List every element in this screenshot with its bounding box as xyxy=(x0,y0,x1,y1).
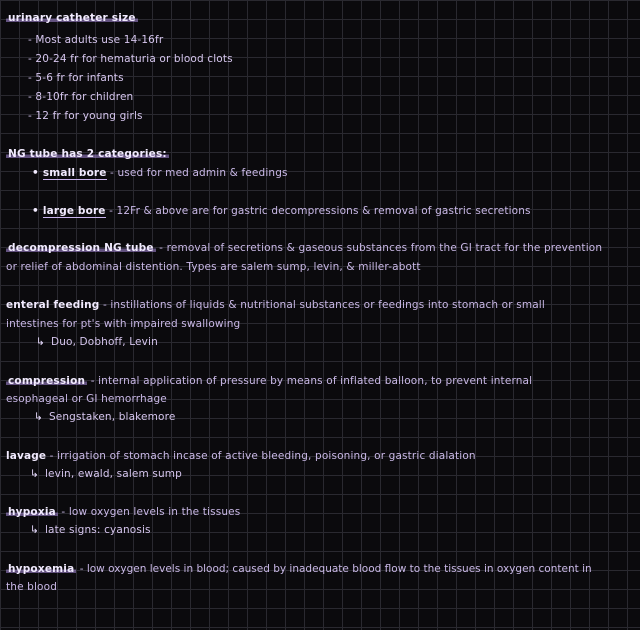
ng-heading-line xyxy=(6,147,169,161)
catheter-item: - 12 fr for young girls xyxy=(28,110,143,122)
large-bore-term: large bore xyxy=(42,205,106,217)
enteral-desc-cont: intestines for pt's with impaired swallowing xyxy=(6,318,241,330)
compression-desc: - internal application of pressure by means of inflated balloon, to prevent internal xyxy=(90,375,533,387)
hypoxemia-desc: - low oxygen levels in blood; caused by inadequate blood flow to the tissues in oxygen content in xyxy=(79,563,592,575)
enteral-line xyxy=(6,298,545,312)
arrow-icon: ↳ xyxy=(36,336,45,348)
hypoxia-signs: late signs: cyanosis xyxy=(44,524,151,536)
catheter-item: - 20-24 fr for hematuria or blood clots xyxy=(28,53,233,65)
decompression-term: decompression NG tube xyxy=(8,242,154,254)
decompression-desc-cont: or relief of abdominal distention. Types are salem sump, levin, & miller-abott xyxy=(6,261,421,273)
ng-small-bore-line xyxy=(32,166,288,180)
compression-tubes: Sengstaken, blakemore xyxy=(48,411,176,423)
catheter-item: - 5-6 fr for infants xyxy=(28,72,124,84)
catheter-heading: urinary catheter size xyxy=(8,12,136,24)
enteral-desc: - instillations of liquids & nutritional substances or feedings into stomach or small xyxy=(102,299,545,311)
compression-term: compression xyxy=(8,375,86,387)
enteral-term: enteral feeding xyxy=(6,299,100,311)
ng-large-bore-line xyxy=(32,204,531,218)
hypoxia-desc: - low oxygen levels in the tissues xyxy=(61,506,241,518)
arrow-icon: ↳ xyxy=(30,468,39,480)
compression-desc-cont: esophageal or GI hemorrhage xyxy=(6,393,167,405)
hypoxemia-term: hypoxemia xyxy=(8,563,75,575)
enteral-tubes: Duo, Dobhoff, Levin xyxy=(50,336,158,348)
lavage-tubes: levin, ewald, salem sump xyxy=(44,468,182,480)
catheter-item: - 8-10fr for children xyxy=(28,91,134,103)
large-bore-desc: - 12Fr & above are for gastric decompressions & removal of gastric secretions xyxy=(109,205,531,217)
bullet-icon: • xyxy=(32,205,39,217)
decompression-desc: - removal of secretions & gaseous substances from the GI tract for the prevention xyxy=(159,242,603,254)
lavage-line xyxy=(6,449,476,463)
lavage-term: lavage xyxy=(6,450,47,462)
enteral-sub-line xyxy=(36,335,158,349)
hypoxemia-line xyxy=(6,562,592,576)
compression-sub-line xyxy=(34,410,175,424)
arrow-icon: ↳ xyxy=(30,524,39,536)
catheter-heading-line xyxy=(6,11,138,25)
ng-heading: NG tube has 2 categories: xyxy=(8,148,167,160)
compression-line xyxy=(6,374,532,388)
lavage-sub-line xyxy=(30,467,182,481)
catheter-item: - Most adults use 14-16fr xyxy=(28,34,164,46)
hypoxia-term: hypoxia xyxy=(8,506,56,518)
arrow-icon: ↳ xyxy=(34,411,43,423)
hypoxia-line xyxy=(6,505,240,519)
small-bore-desc: - used for med admin & feedings xyxy=(110,167,288,179)
decompression-line xyxy=(6,241,602,255)
lavage-desc: - irrigation of stomach incase of active bleeding, poisoning, or gastric dialation xyxy=(49,450,476,462)
hypoxia-sub-line xyxy=(30,523,151,537)
bullet-icon: • xyxy=(32,167,39,179)
small-bore-term: small bore xyxy=(42,167,107,179)
hypoxemia-desc-cont: the blood xyxy=(6,581,58,593)
